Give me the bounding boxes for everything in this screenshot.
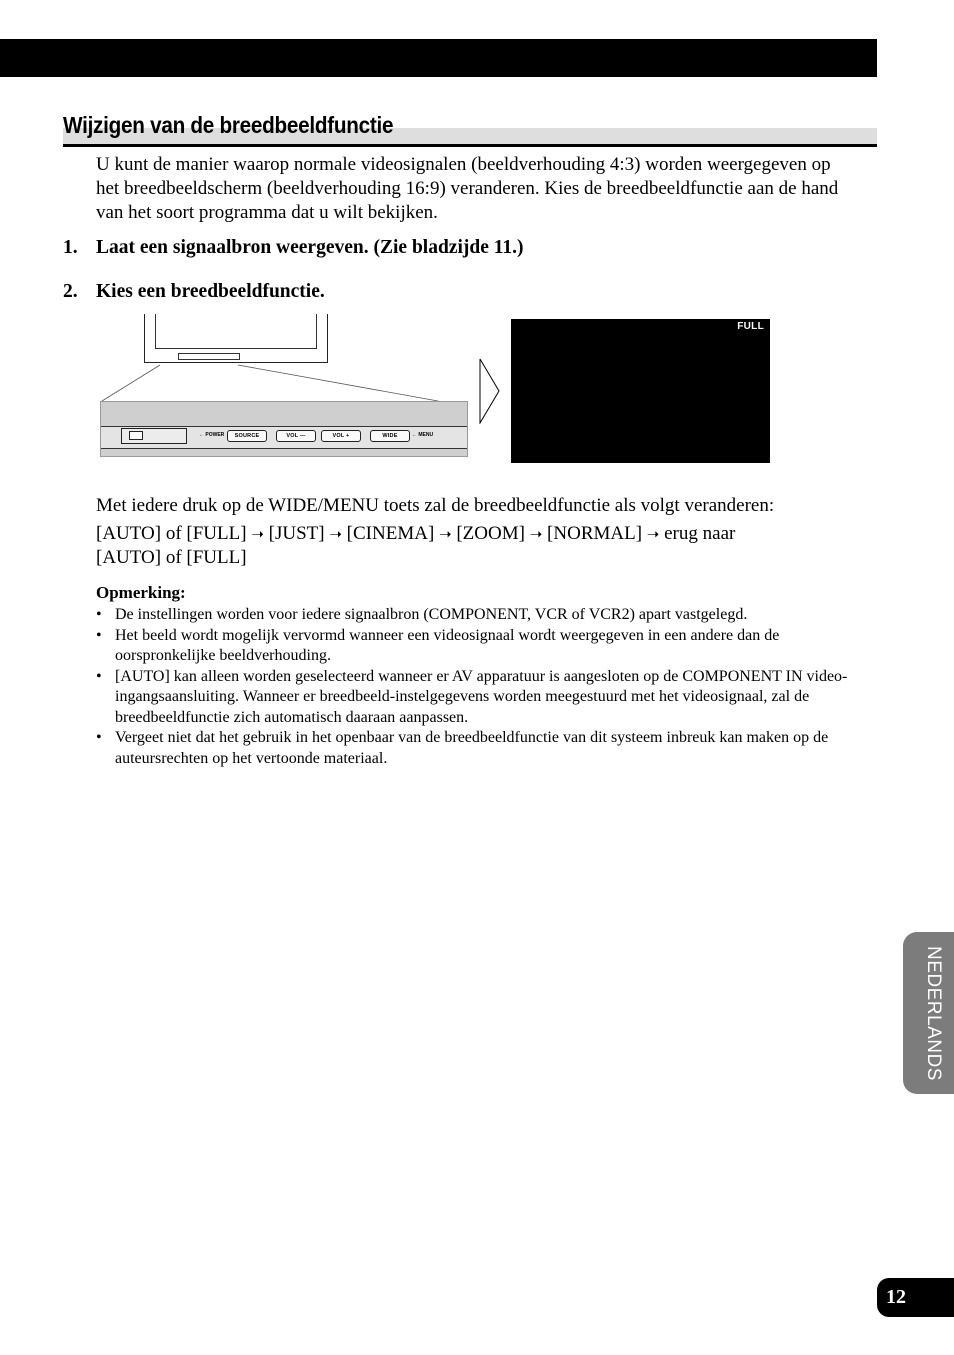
sequence-item: [CINEMA] — [346, 523, 435, 544]
menu-label: ← MENU — [412, 432, 434, 438]
wide-menu-paragraph: Met iedere druk op de WIDE/MENU toets zal de breedbeeldfunctie als volgt veranderen: — [96, 495, 775, 516]
screen-mode-label: FULL — [737, 321, 764, 332]
sequence-tail: [AUTO] of [FULL] — [96, 547, 247, 568]
step-2 — [63, 281, 325, 303]
arrow-right-icon — [479, 358, 501, 424]
sequence-item: [NORMAL] — [547, 523, 643, 544]
arrow-icon: ➝ — [329, 525, 342, 543]
wide-button: WIDE — [370, 430, 410, 442]
control-panel — [100, 401, 468, 457]
note-list — [96, 605, 856, 769]
monitor-outline — [144, 314, 328, 363]
mode-sequence — [96, 522, 856, 570]
section-title: Wijzigen van de breedbeeldfunctie — [63, 112, 394, 138]
vol-down-button: VOL — — [276, 430, 316, 442]
page-number: 12 — [877, 1278, 954, 1317]
step-text: Kies een breedbeeldfunctie. — [96, 281, 325, 302]
unit-illustration — [98, 314, 470, 459]
arrow-icon: ➝ — [251, 525, 264, 543]
arrow-icon: ➝ — [439, 525, 452, 543]
sequence-item: [ZOOM] — [456, 523, 525, 544]
language-tab — [903, 932, 954, 1094]
step-number: 1. — [63, 237, 78, 258]
vol-up-button: VOL + — [321, 430, 361, 442]
monitor-button-strip — [178, 353, 240, 360]
note-item: • Het beeld wordt mogelijk vervormd wanneer een videosignaal wordt weergegeven in een andere dan de oorspronkelijke beeldverhouding. — [96, 626, 856, 667]
header-bar — [0, 39, 877, 77]
note-title: Opmerking: — [96, 583, 186, 602]
sequence-item: erug naar — [664, 523, 736, 544]
power-indicator — [129, 431, 143, 440]
language-tab-label: NEDERLANDS — [923, 945, 944, 1081]
sequence-item: [AUTO] of [FULL] — [96, 523, 247, 544]
section-rule — [63, 144, 877, 147]
sequence-item: [JUST] — [268, 523, 325, 544]
source-button: SOURCE — [227, 430, 267, 442]
step-text: Laat een signaalbron weergeven. (Zie bladzijde 11.) — [96, 237, 524, 258]
display-screen — [511, 319, 770, 463]
step-number: 2. — [63, 281, 78, 302]
note-item: • Vergeet niet dat het gebruik in het openbaar van de breedbeeldfunctie van dit systeem inbreuk kan maken op de auteursrechten op het vertoonde materiaal. — [96, 728, 856, 769]
arrow-icon: ➝ — [646, 525, 660, 543]
note-item: • De instellingen worden voor iedere signaalbron (COMPONENT, VCR of VCR2) apart vastgelegd. — [96, 605, 856, 626]
intro-paragraph: U kunt de manier waarop normale videosignalen (beeldverhouding 4:3) worden weergegeven op het breedbeeldscherm (beeldverhouding 16:9) veranderen. Kies de breedbeeldfunctie aan de hand van het soort programma dat u wilt bekijken. — [96, 154, 839, 223]
section-header — [63, 112, 877, 146]
power-label: ← POWER — [199, 432, 225, 438]
monitor-screen — [155, 314, 317, 349]
note-item: • [AUTO] kan alleen worden geselecteerd wanneer er AV apparatuur is aangesloten op de COMPONENT IN video-ingangsaansluiting. Wanneer er breedbeeld-instelgegevens worden meegestuurd met het videosignaal, zal de breedbeeldfunctie zich automatisch daaraan aanpassen. — [96, 667, 856, 729]
arrow-icon: ➝ — [529, 525, 543, 543]
step-1 — [63, 237, 524, 259]
